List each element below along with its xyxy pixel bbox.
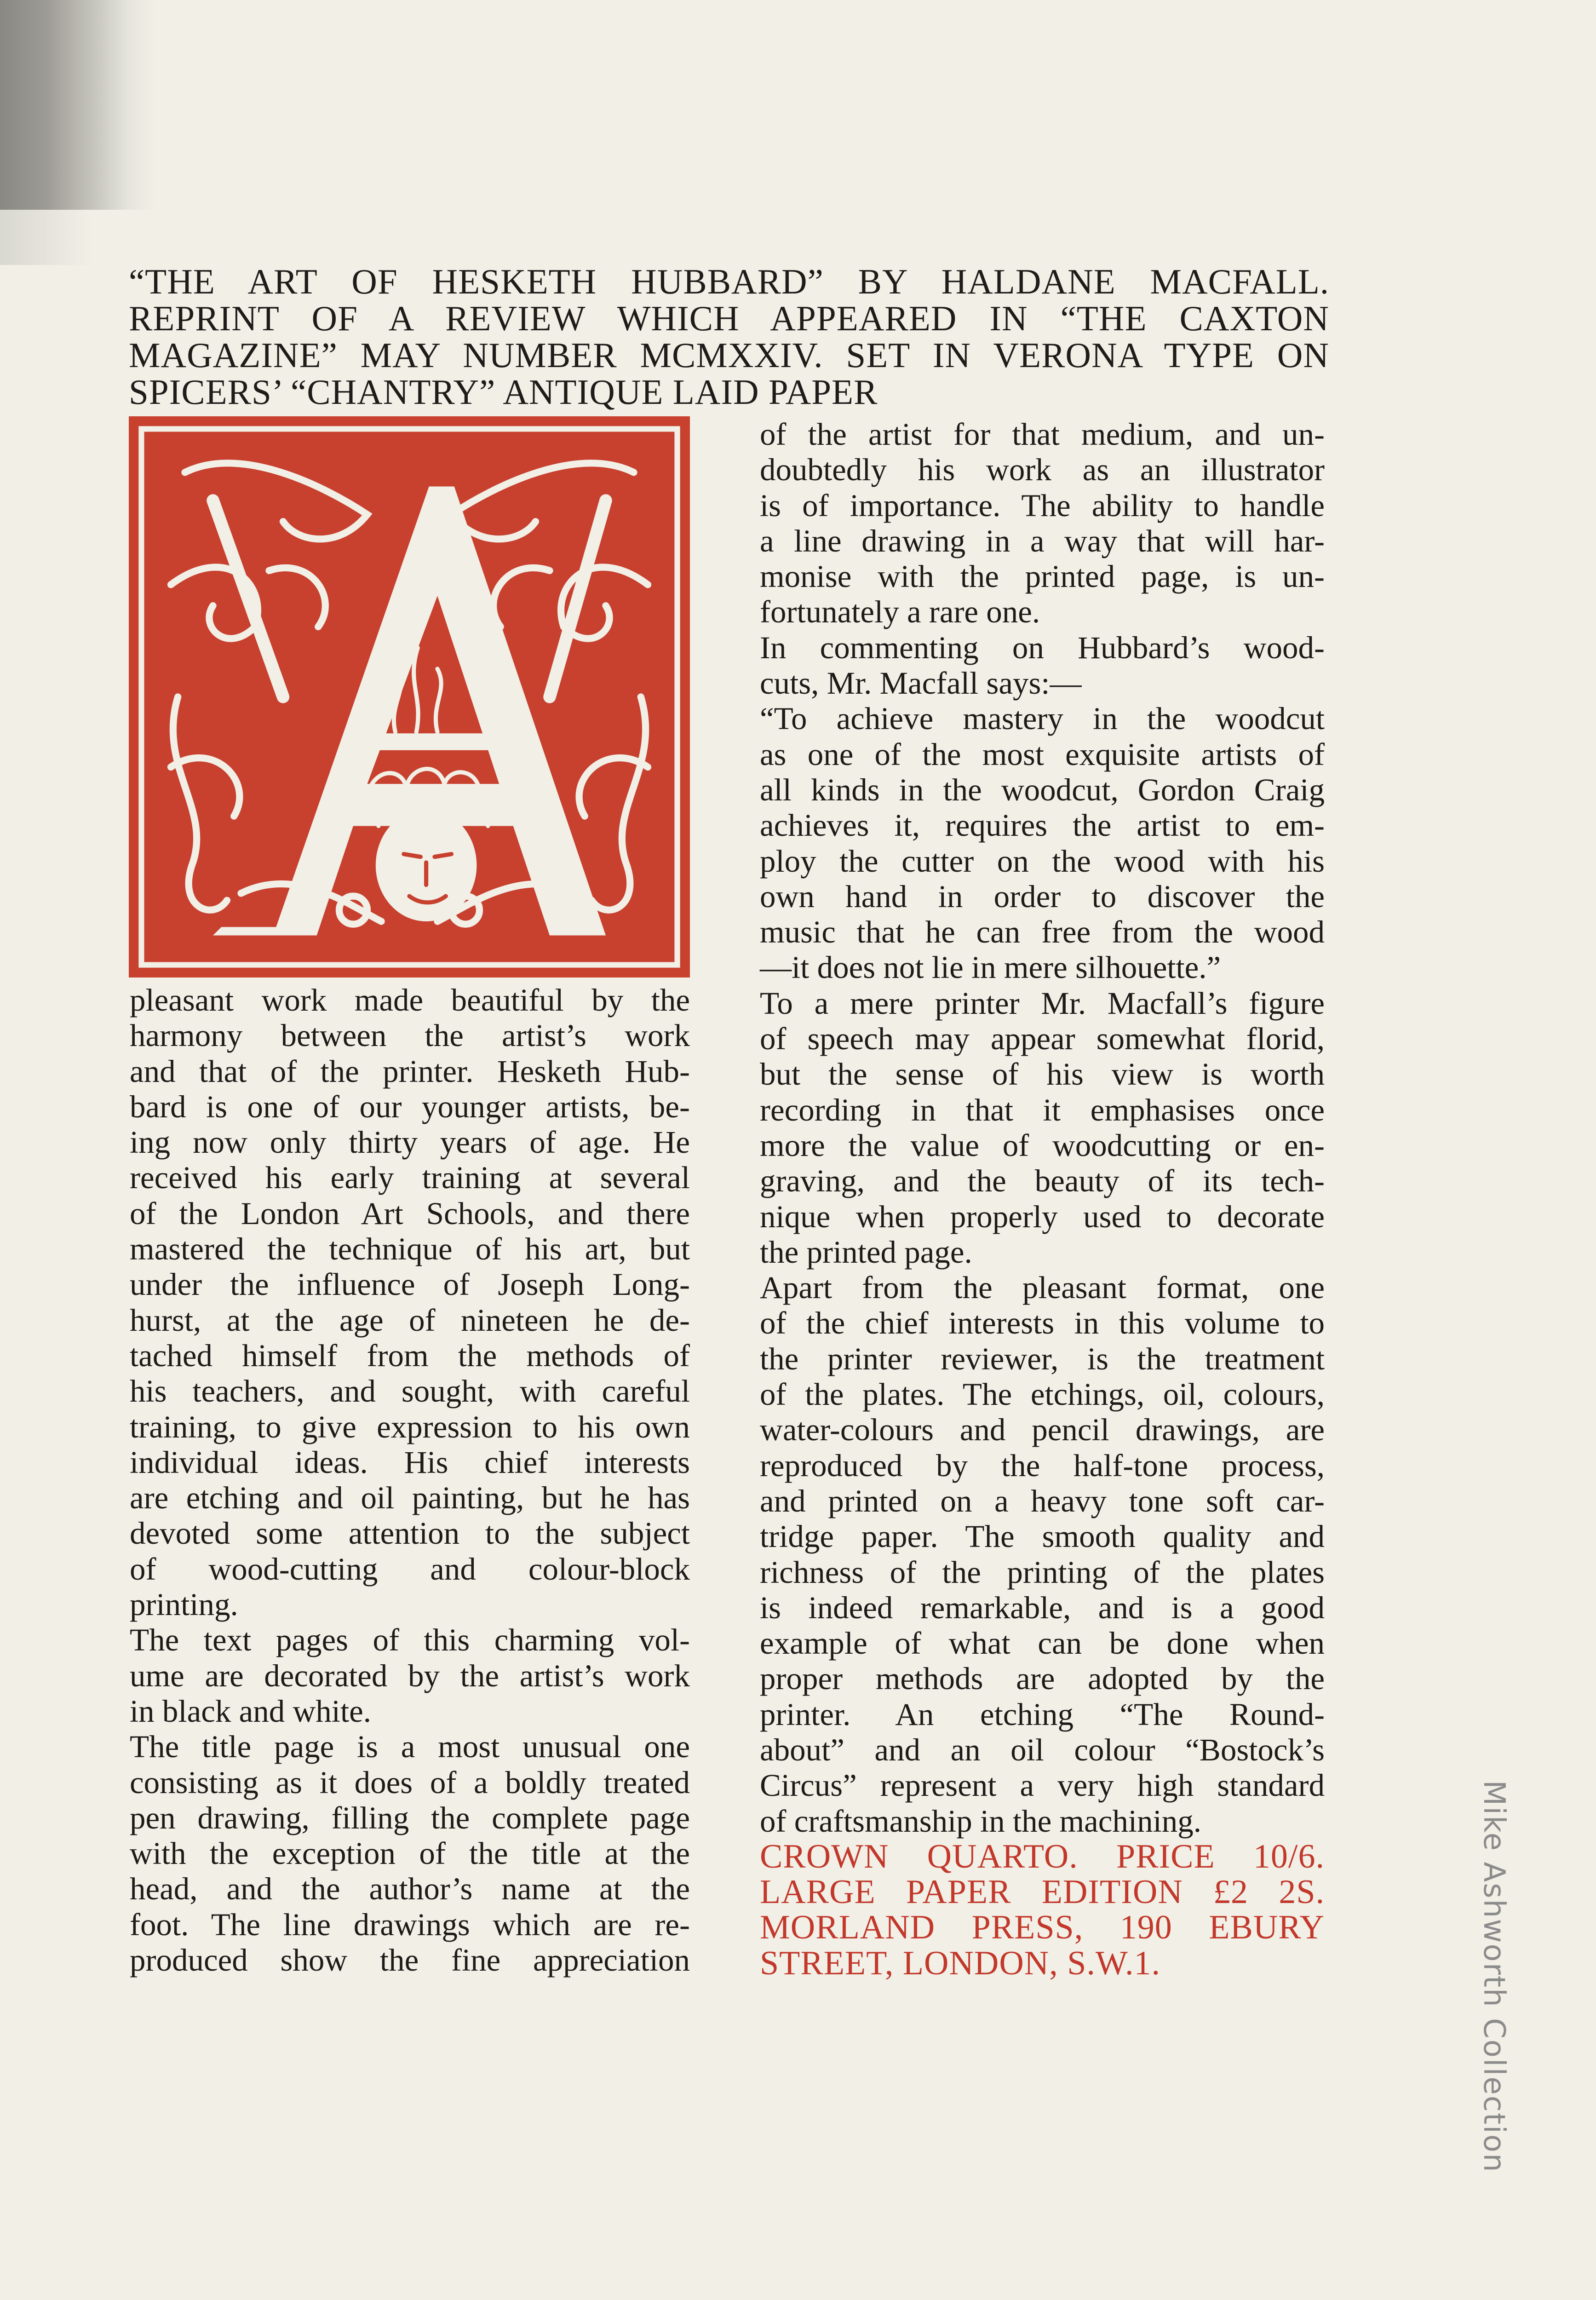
body-line: is of importance. The ability to handle xyxy=(760,488,1325,523)
body-line: doubtedly his work as an illustrator xyxy=(760,452,1325,488)
body-line: a line drawing in a way that will har- xyxy=(760,523,1325,558)
body-line: proper methods are adopted by the xyxy=(760,1661,1325,1696)
body-line: —it does not lie in mere silhouette.” xyxy=(760,950,1221,985)
imprint-line: CROWN QUARTO. PRICE 10/6. xyxy=(760,1837,1325,1875)
body-line: and printed on a heavy tone soft car- xyxy=(760,1483,1325,1518)
body-line: Apart from the pleasant format, one xyxy=(760,1270,1325,1305)
body-line: foot. The line drawings which are re- xyxy=(130,1907,690,1942)
body-line: of the artist for that medium, and un- xyxy=(760,417,1325,452)
scan-shadow xyxy=(0,0,156,210)
imprint xyxy=(760,1839,1325,1981)
body-line: monise with the printed page, is un- xyxy=(760,559,1325,594)
body-line: of the chief interests in this volume to xyxy=(760,1305,1325,1341)
imprint-line: STREET, LONDON, S.W.1. xyxy=(760,1944,1160,1982)
body-line: of the London Art Schools, and there xyxy=(130,1196,690,1231)
body-line: water-colours and pencil drawings, are xyxy=(760,1412,1325,1448)
body-line: training, to give expression to his own xyxy=(130,1409,690,1444)
body-line: under the influence of Joseph Long- xyxy=(130,1267,690,1302)
imprint-line: MORLAND PRESS, 190 EBURY xyxy=(760,1909,1325,1947)
body-line: received his early training at several xyxy=(130,1160,690,1196)
body-line: cuts, Mr. Macfall says:— xyxy=(760,666,1082,701)
body-line: “To achieve mastery in the woodcut xyxy=(760,701,1325,736)
body-line: tached himself from the methods of xyxy=(130,1338,690,1373)
body-line: ume are decorated by the artist’s work xyxy=(130,1658,690,1693)
letter-a-crossbar xyxy=(355,733,496,750)
scan-shadow-edge xyxy=(0,210,92,265)
body-line: example of what can be done when xyxy=(760,1626,1325,1661)
body-line: the printer reviewer, is the treatment xyxy=(760,1341,1325,1376)
body-line: consisting as it does of a boldly treated xyxy=(130,1765,690,1800)
body-line: reproduced by the half-tone process, xyxy=(760,1448,1325,1483)
body-line: head, and the author’s name at the xyxy=(130,1871,690,1907)
body-line: is indeed remarkable, and is a good xyxy=(760,1590,1325,1625)
body-line: of the plates. The etchings, oil, colours, xyxy=(760,1377,1325,1412)
header-line: SPICERS’ “CHANTRY” ANTIQUE LAID PAPER xyxy=(129,372,878,412)
body-line: To a mere printer Mr. Macfall’s figure xyxy=(760,985,1325,1021)
body-line: his teachers, and sought, with careful xyxy=(130,1374,690,1409)
body-line: recording in that it emphasises once xyxy=(760,1092,1325,1127)
body-line: music that he can free from the wood xyxy=(760,914,1325,950)
left-column xyxy=(130,983,690,1978)
body-line: but the sense of his view is worth xyxy=(760,1057,1325,1092)
body-line: tridge paper. The smooth quality and xyxy=(760,1519,1325,1554)
body-line: achieves it, requires the artist to em- xyxy=(760,808,1325,843)
body-line: of craftsmanship in the machining. xyxy=(760,1803,1202,1839)
body-line: of wood-cutting and colour-block xyxy=(130,1551,690,1587)
body-line: printing. xyxy=(130,1587,238,1622)
imprint-line: LARGE PAPER EDITION £2 2S. xyxy=(760,1873,1325,1911)
body-line: produced show the fine appreciation xyxy=(130,1943,690,1978)
body-line: of speech may appear somewhat florid, xyxy=(760,1021,1325,1057)
body-line: as one of the most exquisite artists of xyxy=(760,736,1325,772)
body-line: The title page is a most unusual one xyxy=(130,1729,690,1765)
body-line: nique when properly used to decorate xyxy=(760,1199,1325,1234)
body-line: pen drawing, filling the complete page xyxy=(130,1800,690,1835)
header-line: MAGAZINE” MAY NUMBER MCMXXIV. SET IN VERONA TYPE ON xyxy=(129,335,1329,375)
body-line: Circus” represent a very high standard xyxy=(760,1768,1325,1803)
body-line: fortunately a rare one. xyxy=(760,594,1040,630)
ornamental-initial-a xyxy=(129,416,690,978)
page-header xyxy=(129,263,1329,410)
body-line: richness of the printing of the plates xyxy=(760,1554,1325,1590)
body-line: mastered the technique of his art, but xyxy=(130,1231,690,1267)
body-line: individual ideas. His chief interests xyxy=(130,1444,690,1480)
body-line: graving, and the beauty of its tech- xyxy=(760,1163,1325,1199)
body-line: more the value of woodcutting or en- xyxy=(760,1127,1325,1163)
body-line: bard is one of our younger artists, be- xyxy=(130,1089,690,1124)
body-line: ing now only thirty years of age. He xyxy=(130,1125,690,1160)
body-line: with the exception of the title at the xyxy=(130,1836,690,1871)
collection-watermark: Mike Ashworth Collection xyxy=(1477,1780,1511,2173)
body-line: pleasant work made beautiful by the xyxy=(130,983,690,1018)
body-line: in black and white. xyxy=(130,1693,372,1729)
body-line: In commenting on Hubbard’s wood- xyxy=(760,630,1325,665)
header-line: REPRINT OF A REVIEW WHICH APPEARED IN “THE CAXTON xyxy=(129,299,1329,338)
body-line: the printed page. xyxy=(760,1234,972,1270)
body-line: hurst, at the age of nineteen he de- xyxy=(130,1302,690,1338)
body-line: and that of the printer. Hesketh Hub- xyxy=(130,1053,690,1089)
body-line: harmony between the artist’s work xyxy=(130,1018,690,1053)
body-line: printer. An etching “The Round- xyxy=(760,1696,1325,1732)
body-line: are etching and oil painting, but he has xyxy=(130,1480,690,1516)
body-line: own hand in order to discover the xyxy=(760,879,1325,914)
body-line: ploy the cutter on the wood with his xyxy=(760,843,1325,879)
header-line: “THE ART OF HESKETH HUBBARD” BY HALDANE MACFALL. xyxy=(129,262,1329,301)
body-line: about” and an oil colour “Bostock’s xyxy=(760,1732,1325,1767)
right-column xyxy=(760,417,1325,1981)
body-line: The text pages of this charming vol- xyxy=(130,1622,690,1658)
body-line: all kinds in the woodcut, Gordon Craig xyxy=(760,772,1325,807)
body-line: devoted some attention to the subject xyxy=(130,1516,690,1551)
